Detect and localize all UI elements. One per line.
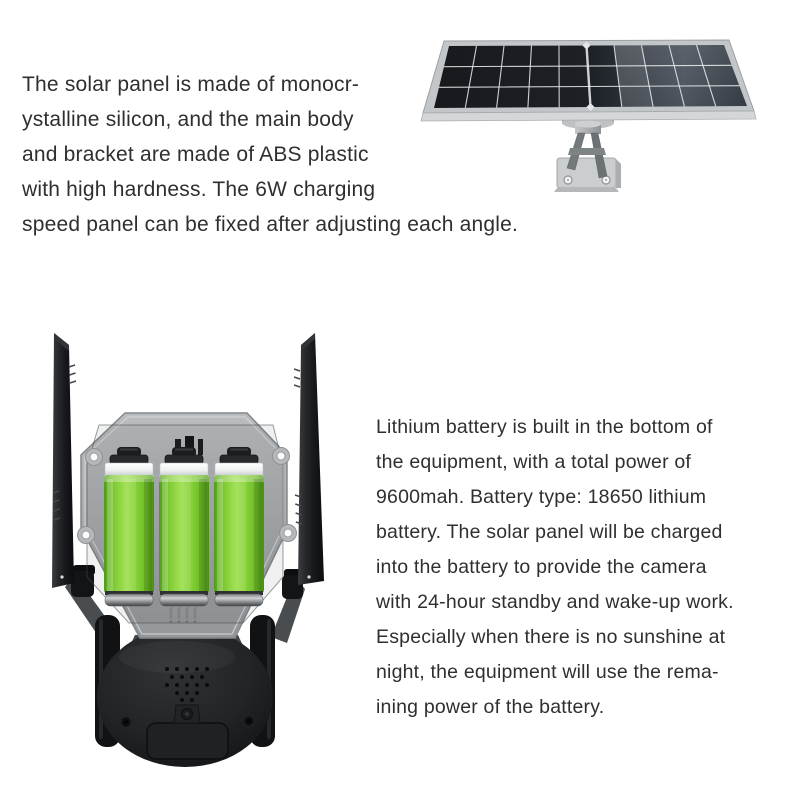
battery-graphic (104, 447, 154, 606)
text-line: 9600mah. Battery type: 18650 lithium (376, 486, 707, 508)
text-line: the equipment, with a total power of (376, 451, 692, 473)
mounting-bracket-graphic (554, 109, 621, 192)
battery-graphic (214, 447, 264, 606)
text-line: ining power of the battery. (376, 696, 605, 718)
battery-description (376, 410, 734, 725)
dome-access-panel (147, 723, 228, 759)
text-line: Lithium battery is built in the bottom of (376, 416, 713, 438)
text-line: with 24-hour standby and wake-up work. (376, 591, 734, 613)
text-line: Especially when there is no sunshine at (376, 626, 726, 648)
text-line: into the battery to provide the camera (376, 556, 707, 578)
camera-image (25, 325, 365, 800)
antenna-right-graphic (294, 333, 324, 585)
solar-panel-image (403, 18, 778, 213)
antenna-left-graphic (52, 333, 76, 588)
solar-panel-graphic (421, 40, 756, 121)
battery-graphic (159, 447, 209, 606)
text-line: battery. The solar panel will be charged (376, 521, 723, 543)
text-line: speed panel can be fixed after adjusting each angle. (22, 213, 519, 236)
text-line: night, the equipment will use the rema- (376, 661, 719, 683)
battery-pack-graphic (104, 436, 264, 606)
text-line: with high hardness. The 6W charging (22, 178, 376, 201)
text-line: and bracket are made of ABS plastic (22, 143, 369, 166)
text-line: The solar panel is made of monocr- (22, 73, 360, 96)
text-line: ystalline silicon, and the main body (22, 108, 354, 131)
